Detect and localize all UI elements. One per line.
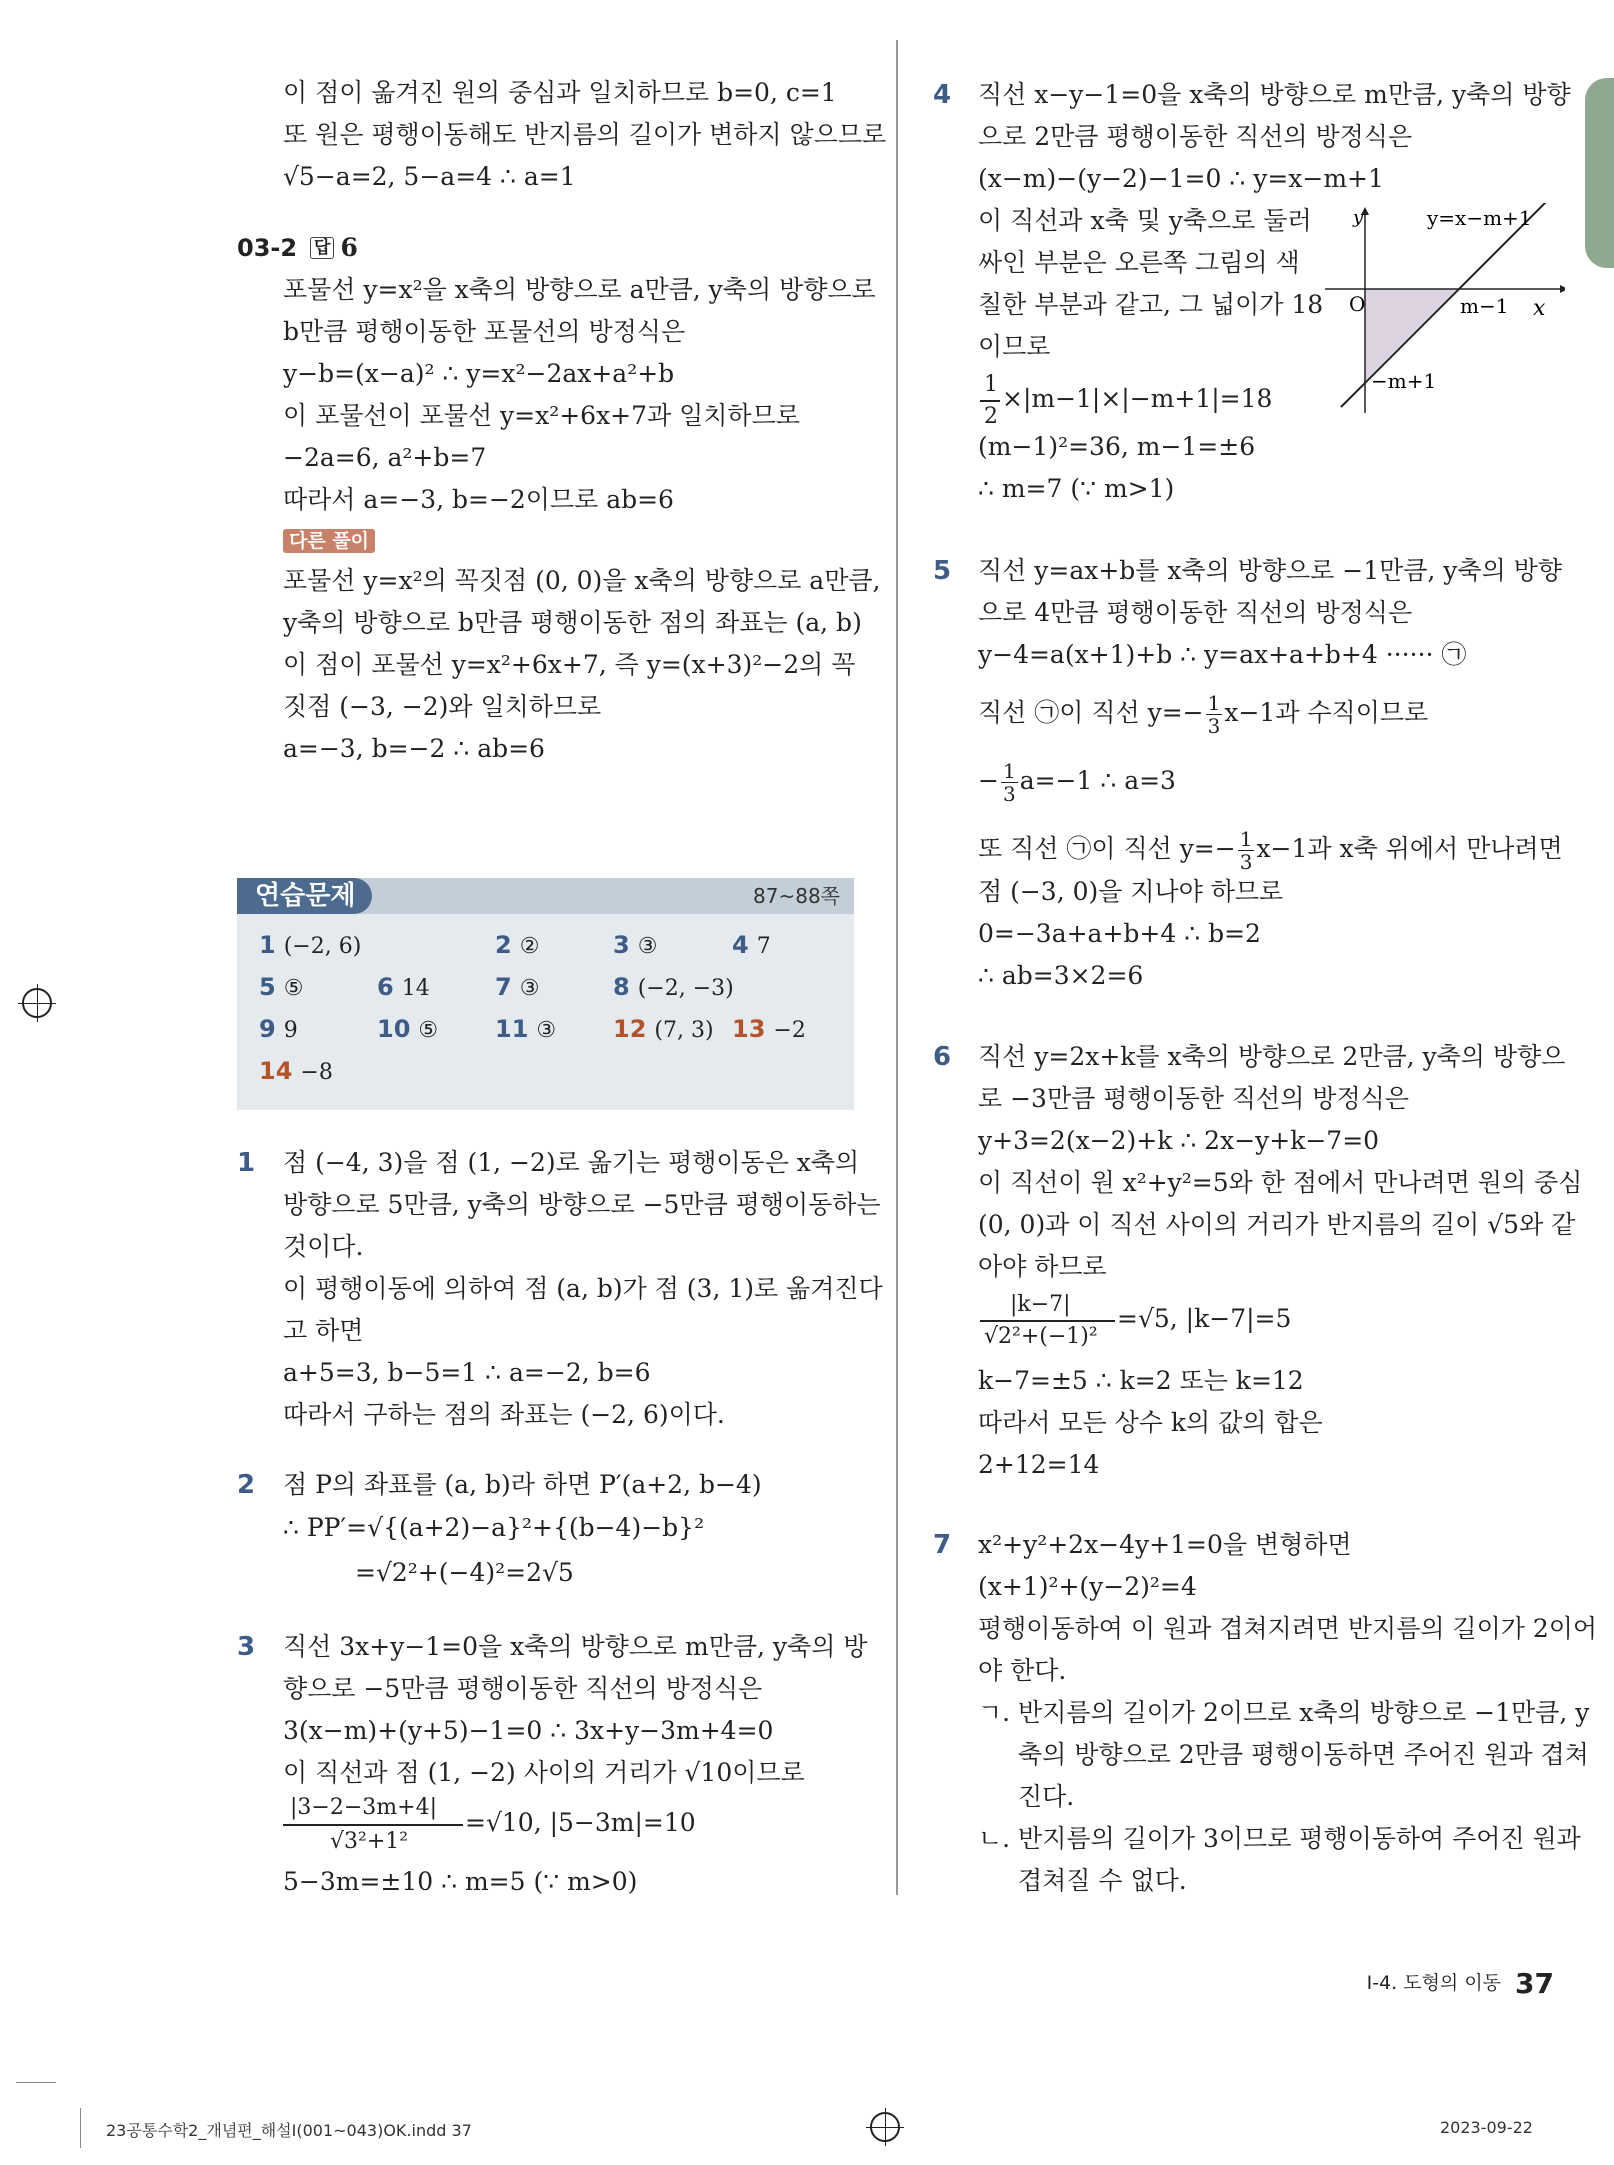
- x-intercept-label: m−1: [1460, 294, 1509, 318]
- text-line: ∴ PP′=√{(a+2)−a}²+{(b−4)−b}²: [283, 1513, 705, 1542]
- origin-label: O: [1349, 292, 1366, 316]
- alt-solution-badge: 다른 풀이: [283, 529, 375, 553]
- text-line: 따라서 모든 상수 k의 값의 합은: [978, 1408, 1323, 1437]
- text-line: 이 평행이동에 의하여 점 (a, b)가 점 (3, 1)로 옮겨진다: [283, 1274, 883, 1303]
- text-line: (x+1)²+(y−2)²=4: [978, 1572, 1197, 1601]
- page-footer: [1367, 1967, 1554, 2000]
- x-axis-arrow: [1560, 285, 1565, 293]
- problem-number: 6: [933, 1042, 952, 1072]
- y-axis-label: y: [1353, 207, 1364, 228]
- practice-answer: 12 (7, 3): [613, 1015, 714, 1043]
- practice-answer: 7 ③: [495, 973, 540, 1001]
- text-line: ㄴ. 반지름의 길이가 3이므로 평행이동하여 주어진 원과: [978, 1824, 1581, 1853]
- text-line: 으로 4만큼 평행이동한 직선의 방정식은: [978, 598, 1413, 627]
- text-line: 또 원은 평행이동해도 반지름의 길이가 변하지 않으므로: [283, 120, 887, 149]
- practice-answer: 10 ⑤: [377, 1015, 439, 1043]
- text-line: 고 하면: [283, 1316, 364, 1345]
- text-line: ∴ ab=3×2=6: [978, 961, 1144, 990]
- registration-mark-icon: [22, 988, 52, 1018]
- print-file-name: 23공통수학2_개념편_해설Ⅰ(001~043)OK.indd 37: [106, 2121, 472, 2140]
- text-line: 직선 x−y−1=0을 x축의 방향으로 m만큼, y축의 방향: [978, 80, 1571, 109]
- answer-box: 답: [310, 237, 334, 259]
- text-line: a=−3, b=−2 ∴ ab=6: [283, 734, 545, 763]
- practice-answer: 9 9: [259, 1015, 298, 1043]
- text-line: 직선 y=ax+b를 x축의 방향으로 −1만큼, y축의 방향: [978, 556, 1562, 585]
- text-line: −2a=6, a²+b=7: [283, 443, 487, 472]
- text-line: 점 P의 좌표를 (a, b)라 하면 P′(a+2, b−4): [283, 1470, 762, 1499]
- text-line: 점 (−3, 0)을 지나야 하므로: [978, 877, 1284, 906]
- text-line: 또 직선 ㉠이 직선 y=− $\frac{1}{3}$ x−1과 x축 위에서 만나려면: [978, 827, 1563, 874]
- text-line: 겹쳐질 수 없다.: [1018, 1866, 1187, 1895]
- text-line: 야 한다.: [978, 1656, 1067, 1685]
- text-line: 평행이동하여 이 원과 겹쳐지려면 반지름의 길이가 2이어: [978, 1614, 1598, 1643]
- text-line: a+5=3, b−5=1 ∴ a=−2, b=6: [283, 1358, 651, 1387]
- text-line: 2+12=14: [978, 1450, 1100, 1479]
- text-line: (m−1)²=36, m−1=±6: [978, 432, 1256, 461]
- column-divider: [896, 40, 898, 1895]
- text-line: 포물선 y=x²을 x축의 방향으로 a만큼, y축의 방향으로: [283, 275, 876, 304]
- text-line: 이므로: [978, 332, 1051, 361]
- practice-header: [237, 878, 854, 914]
- print-date: 2023-09-22: [1440, 2118, 1533, 2137]
- page-number: 37: [1515, 1967, 1554, 2000]
- text-line: 직선 3x+y−1=0을 x축의 방향으로 m만큼, y축의 방: [283, 1632, 868, 1661]
- text-line: =√2²+(−4)²=2√5: [355, 1558, 574, 1587]
- line-equation-label: y=x−m+1: [1427, 206, 1532, 230]
- text-line: 5−3m=±10 ∴ m=5 (∵ m>0): [283, 1867, 638, 1896]
- text-line: 방향으로 5만큼, y축의 방향으로 −5만큼 평행이동하는: [283, 1190, 881, 1219]
- text-line: 이 직선과 점 (1, −2) 사이의 거리가 √10이므로: [283, 1758, 805, 1787]
- registration-mark-icon: [870, 2112, 900, 2142]
- fraction-bar: [283, 1824, 463, 1826]
- text-line: 이 점이 포물선 y=x²+6x+7, 즉 y=(x+3)²−2의 꼭: [283, 650, 856, 679]
- problem-number: 2: [237, 1470, 256, 1500]
- line-area-graph: [1325, 203, 1565, 413]
- practice-answer: 14 −8: [259, 1057, 333, 1085]
- section-title: I-4. 도형의 이동: [1366, 1972, 1502, 1994]
- text-line: 싸인 부분은 오른쪽 그림의 색: [978, 248, 1300, 277]
- fraction-numerator: |k−7|: [1010, 1292, 1071, 1317]
- text-line: √5−a=2, 5−a=4 ∴ a=1: [283, 162, 576, 191]
- answer-value: 6: [340, 233, 358, 262]
- text-line: 점 (−4, 3)을 점 (1, −2)로 옮기는 평행이동은 x축의: [283, 1148, 860, 1177]
- answer-line: [310, 233, 358, 263]
- text-line: 이 점이 옮겨진 원의 중심과 일치하므로 b=0, c=1: [283, 78, 837, 107]
- text-line: 칠한 부분과 같고, 그 넓이가 18: [978, 290, 1324, 319]
- y-intercept-label: −m+1: [1371, 369, 1437, 393]
- text-line: 아야 하므로: [978, 1252, 1107, 1281]
- practice-answer: 11 ③: [495, 1015, 557, 1043]
- problem-number: 5: [933, 556, 952, 586]
- practice-answer: 6 14: [377, 973, 430, 1001]
- fraction-numerator: |3−2−3m+4|: [290, 1795, 437, 1820]
- text-line: 진다.: [1018, 1782, 1075, 1811]
- practice-answer: 1 (−2, 6): [259, 931, 362, 959]
- practice-pages: 87~88쪽: [753, 884, 840, 908]
- text-line: y+3=2(x−2)+k ∴ 2x−y+k−7=0: [978, 1126, 1380, 1155]
- practice-answer: 8 (−2, −3): [613, 973, 734, 1001]
- text-line: (x−m)−(y−2)−1=0 ∴ y=x−m+1: [978, 164, 1384, 193]
- problem-number: 7: [933, 1530, 952, 1560]
- problem-label: 03-2: [237, 234, 298, 262]
- text-line: 직선 y=2x+k를 x축의 방향으로 2만큼, y축의 방향으: [978, 1042, 1566, 1071]
- practice-answer: 13 −2: [732, 1015, 806, 1043]
- problem-number: 3: [237, 1632, 256, 1662]
- text-line: 이 직선이 원 x²+y²=5와 한 점에서 만나려면 원의 중심: [978, 1168, 1583, 1197]
- text-line: 따라서 구하는 점의 좌표는 (−2, 6)이다.: [283, 1400, 725, 1429]
- problem-number: 4: [933, 80, 952, 110]
- text-line: 이 포물선이 포물선 y=x²+6x+7과 일치하므로: [283, 401, 800, 430]
- text-line: 따라서 a=−3, b=−2이므로 ab=6: [283, 485, 674, 514]
- text-line: 이 직선과 x축 및 y축으로 둘러: [978, 206, 1312, 235]
- text-line: y축의 방향으로 b만큼 평행이동한 점의 좌표는 (a, b): [283, 608, 862, 637]
- practice-answer: 5 ⑤: [259, 973, 304, 1001]
- x-axis-label: x: [1533, 296, 1546, 321]
- text-line: − $\frac{1}{3}$ a=−1 ∴ a=3: [978, 759, 1176, 806]
- text-line: k−7=±5 ∴ k=2 또는 k=12: [978, 1366, 1304, 1395]
- text-line: 것이다.: [283, 1232, 364, 1261]
- practice-answer-box: [237, 878, 854, 1110]
- text-line: =√5, |k−7|=5: [1117, 1304, 1292, 1333]
- practice-answer: 2 ②: [495, 931, 540, 959]
- text-line: b만큼 평행이동한 포물선의 방정식은: [283, 317, 686, 346]
- problem-number: 1: [237, 1148, 256, 1178]
- text-line: x²+y²+2x−4y+1=0을 변형하면: [978, 1530, 1352, 1559]
- practice-answer: 3 ③: [613, 931, 658, 959]
- text-line: y−4=a(x+1)+b ∴ y=ax+a+b+4 ······ ㉠: [978, 640, 1467, 669]
- practice-title: 연습문제: [237, 878, 372, 914]
- fraction-numerator: 1: [984, 372, 998, 397]
- text-line: ×|m−1|×|−m+1|=18: [1002, 384, 1273, 413]
- text-line: y−b=(x−a)² ∴ y=x²−2ax+a²+b: [283, 359, 675, 388]
- shaded-triangle: [1365, 289, 1457, 381]
- crop-mark: [80, 2108, 81, 2148]
- problem-label-03-2: [237, 233, 297, 263]
- text-line: 향으로 −5만큼 평행이동한 직선의 방정식은: [283, 1674, 763, 1703]
- practice-answer: 4 7: [732, 931, 771, 959]
- fraction-denominator: 2: [984, 404, 998, 429]
- side-tab: [1585, 78, 1614, 268]
- fraction-denominator: √3²+1²: [330, 1829, 409, 1854]
- text-line: 축의 방향으로 2만큼 평행이동하면 주어진 원과 겹쳐: [1018, 1740, 1589, 1769]
- text-line: 짓점 (−3, −2)와 일치하므로: [283, 692, 602, 721]
- text-line: 로 −3만큼 평행이동한 직선의 방정식은: [978, 1084, 1409, 1113]
- text-line: 0=−3a+a+b+4 ∴ b=2: [978, 919, 1261, 948]
- text-line: 3(x−m)+(y+5)−1=0 ∴ 3x+y−3m+4=0: [283, 1716, 774, 1745]
- text-line: (0, 0)과 이 직선 사이의 거리가 반지름의 길이 √5와 같: [978, 1210, 1576, 1239]
- text-line: =√10, |5−3m|=10: [465, 1808, 696, 1837]
- text-line: 포물선 y=x²의 꼭짓점 (0, 0)을 x축의 방향으로 a만큼,: [283, 566, 881, 595]
- text-line: 으로 2만큼 평행이동한 직선의 방정식은: [978, 122, 1413, 151]
- text-line: ㄱ. 반지름의 길이가 2이므로 x축의 방향으로 −1만큼, y: [978, 1698, 1590, 1727]
- fraction-denominator: √2²+(−1)²: [984, 1324, 1098, 1349]
- text-line: 직선 ㉠이 직선 y=− $\frac{1}{3}$ x−1과 수직이므로: [978, 691, 1429, 738]
- text-line: ∴ m=7 (∵ m>1): [978, 474, 1175, 503]
- crop-mark: [16, 2082, 56, 2083]
